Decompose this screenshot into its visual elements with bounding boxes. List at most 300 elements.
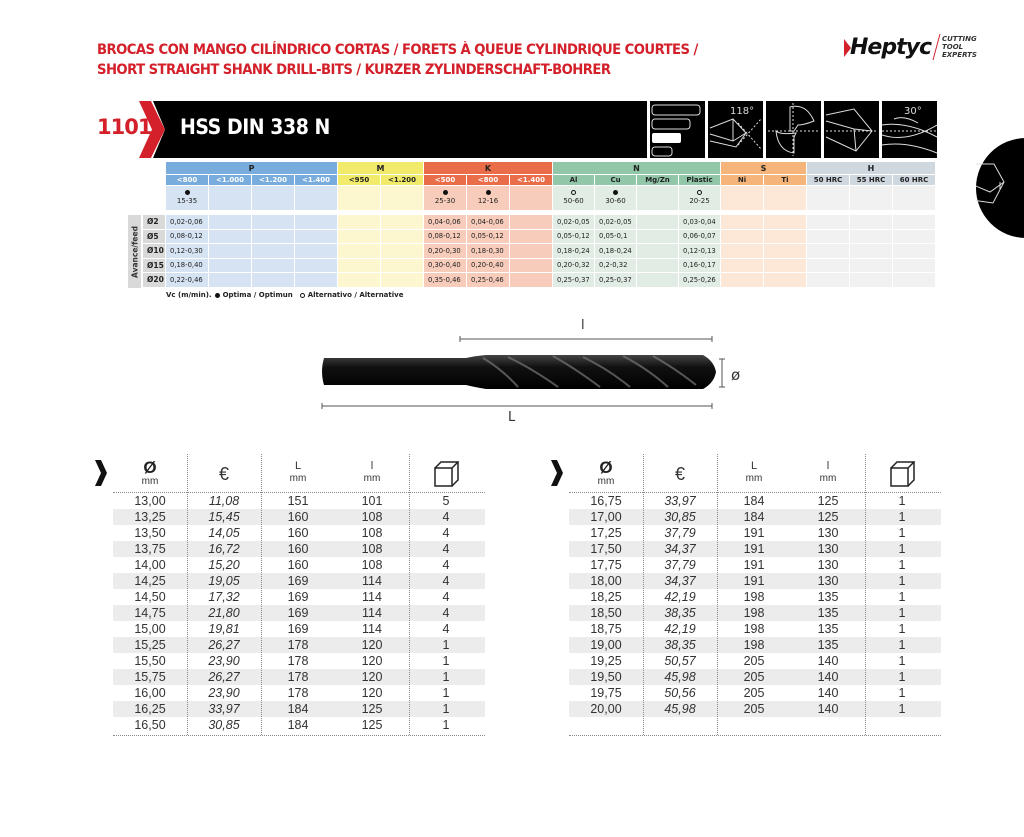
material-subgroup: 55 HRC <box>850 175 893 186</box>
feed-value <box>338 215 381 230</box>
feed-value <box>764 273 807 288</box>
flute-length-cell: 108 <box>361 542 383 556</box>
product-table-left <box>95 452 485 732</box>
flute-length-cell: 135 <box>817 638 839 652</box>
pack-qty-cell: 1 <box>442 686 450 700</box>
feed-value <box>807 230 850 245</box>
cutting-speed-cell <box>338 186 381 211</box>
vc-legend <box>166 291 403 299</box>
table-row[interactable] <box>569 589 941 605</box>
logo-tagline: CUTTING TOOL EXPERTS <box>941 35 977 59</box>
price-cell: 26,27 <box>208 638 240 652</box>
feed-value: 0,20-0,30 <box>424 244 467 259</box>
cutting-speed-cell <box>381 186 424 211</box>
feed-value <box>721 244 764 259</box>
feed-value: 0,22-0,46 <box>166 273 209 288</box>
total-length-cell: 205 <box>743 670 765 684</box>
table-row[interactable] <box>113 717 485 733</box>
feature-icons <box>636 101 937 158</box>
total-length-label: L <box>508 410 516 425</box>
table-row[interactable] <box>113 573 485 589</box>
flute-length-cell: 101 <box>361 494 383 508</box>
cutting-speed-cell <box>510 186 553 211</box>
feed-value: 0,20-0,40 <box>467 259 510 274</box>
pack-qty-cell: 1 <box>898 510 906 524</box>
table-row[interactable] <box>113 669 485 685</box>
cutting-speed-cell <box>637 186 679 211</box>
feed-value <box>764 230 807 245</box>
feed-value: 0,18-0,40 <box>166 259 209 274</box>
flute-length-cell: 140 <box>817 670 839 684</box>
feed-value <box>893 273 936 288</box>
feed-value <box>209 230 252 245</box>
feed-value <box>252 273 295 288</box>
cutting-speed-value: 30-60 <box>605 197 626 205</box>
pack-qty-cell: 1 <box>442 718 450 732</box>
price-cell: 30,85 <box>208 718 240 732</box>
page-title <box>97 40 698 80</box>
feed-value: 0,25-0,37 <box>553 273 595 288</box>
price-cell: 42,19 <box>664 622 696 636</box>
feed-row <box>143 259 936 274</box>
feed-value <box>764 259 807 274</box>
price-cell: 15,20 <box>208 558 240 572</box>
table-row[interactable] <box>569 541 941 557</box>
material-subgroup: <1.400 <box>510 175 553 186</box>
price-cell: 37,79 <box>664 558 696 572</box>
feed-value <box>637 273 679 288</box>
pack-qty-cell: 5 <box>442 494 450 508</box>
legend-prefix: Vc (m/min). <box>166 291 212 299</box>
diameter-cell: 19,00 <box>590 638 622 652</box>
table-row[interactable] <box>569 573 941 589</box>
feed-value <box>637 230 679 245</box>
feed-value <box>721 259 764 274</box>
chevron-icon <box>551 460 563 486</box>
feed-row <box>143 273 936 288</box>
feed-value <box>510 273 553 288</box>
table-row[interactable] <box>569 653 941 669</box>
flute-length-cell: 125 <box>817 494 839 508</box>
length-bars-icon <box>650 101 705 158</box>
material-subgroup: <1.000 <box>209 175 252 186</box>
material-group-s: S <box>721 162 807 175</box>
feed-value <box>510 230 553 245</box>
feed-value <box>295 230 338 245</box>
column-divider <box>865 454 866 735</box>
diameter-label: ø <box>731 366 741 384</box>
flute-length-cell: 120 <box>361 638 383 652</box>
material-subgroup: <800 <box>467 175 510 186</box>
total-length-cell: 169 <box>287 574 309 588</box>
feed-value <box>252 215 295 230</box>
table-row[interactable] <box>113 621 485 637</box>
flute-length-cell: 114 <box>362 622 382 636</box>
feed-value <box>850 244 893 259</box>
feed-value: 0,35-0,46 <box>424 273 467 288</box>
feed-value: 0,08-0,12 <box>166 230 209 245</box>
flute-length-cell: 114 <box>362 574 382 588</box>
feed-value <box>850 230 893 245</box>
table-row[interactable] <box>569 637 941 653</box>
table-row[interactable] <box>113 589 485 605</box>
feed-value: 0,25-0,37 <box>595 273 637 288</box>
table-row[interactable] <box>113 509 485 525</box>
pack-qty-cell: 4 <box>442 606 450 620</box>
pack-qty-cell: 1 <box>898 654 906 668</box>
feed-diameter: Ø15 <box>143 259 166 274</box>
table-row[interactable] <box>113 653 485 669</box>
flute-length-cell: 120 <box>361 654 383 668</box>
diameter-cell: 16,25 <box>134 702 166 716</box>
material-subgroup: 60 HRC <box>893 175 936 186</box>
diameter-cell: 18,50 <box>590 606 622 620</box>
flute-length-cell: 140 <box>817 702 839 716</box>
section-tab-drill-icon[interactable] <box>976 138 1024 238</box>
table-row[interactable] <box>113 605 485 621</box>
table-row[interactable] <box>569 493 941 509</box>
diameter-cell: 18,00 <box>590 574 622 588</box>
material-subgroup: <1.200 <box>252 175 295 186</box>
table-row[interactable] <box>569 605 941 621</box>
feed-value: 0,18-0,24 <box>595 244 637 259</box>
table-row[interactable] <box>113 701 485 717</box>
table-row[interactable] <box>569 669 941 685</box>
feed-row <box>143 215 936 230</box>
feed-value <box>893 244 936 259</box>
optimal-dot-icon <box>486 190 491 195</box>
table-row[interactable] <box>113 685 485 701</box>
total-length-cell: 160 <box>287 510 309 524</box>
total-length-cell: 178 <box>287 686 309 700</box>
box-icon <box>889 460 915 488</box>
diameter-cell: 20,00 <box>590 702 622 716</box>
table-row[interactable] <box>569 685 941 701</box>
material-subgroup: <800 <box>166 175 209 186</box>
price-cell: 30,85 <box>664 510 696 524</box>
table-row[interactable] <box>569 701 941 717</box>
title-line-2: SHORT STRAIGHT SHANK DRILL-BITS / KURZER ZYLINDERSCHAFT-BOHRER <box>97 62 611 78</box>
material-subgroup: Al <box>553 175 595 186</box>
alternative-ring-icon <box>697 190 702 195</box>
total-length-cell: 178 <box>287 670 309 684</box>
feed-value <box>295 215 338 230</box>
total-length-cell: 160 <box>287 542 309 556</box>
feed-value <box>209 259 252 274</box>
total-length-cell: 178 <box>287 654 309 668</box>
feed-value <box>721 273 764 288</box>
table-row[interactable] <box>569 557 941 573</box>
feed-value <box>252 230 295 245</box>
flute-length-cell: 125 <box>361 702 383 716</box>
drill-drawing <box>318 325 741 425</box>
feed-value <box>295 259 338 274</box>
feed-value <box>510 244 553 259</box>
feed-value <box>510 215 553 230</box>
price-cell: 42,19 <box>664 590 696 604</box>
drill-body <box>322 355 716 389</box>
flute-length-cell: 114 <box>362 590 382 604</box>
alternative-ring-icon <box>300 293 305 298</box>
total-length-cell: 205 <box>743 654 765 668</box>
feed-value: 0,03-0,04 <box>679 215 721 230</box>
table-footer-divider <box>113 735 485 736</box>
pack-qty-cell: 1 <box>898 558 906 572</box>
price-cell: 34,37 <box>664 574 696 588</box>
diameter-cell: 14,25 <box>134 574 166 588</box>
diameter-cell: 14,00 <box>134 558 166 572</box>
feed-value <box>295 273 338 288</box>
feed-value: 0,18-0,24 <box>553 244 595 259</box>
flute-length-cell: 135 <box>817 590 839 604</box>
optimal-dot-icon <box>443 190 448 195</box>
price-cell: 33,97 <box>664 494 696 508</box>
box-icon <box>433 460 459 488</box>
material-subgroup: Plastic <box>679 175 721 186</box>
table-row[interactable] <box>113 541 485 557</box>
feed-diameter: Ø20 <box>143 273 166 288</box>
cutting-speed-value: 25-30 <box>434 197 456 205</box>
optimal-dot-icon <box>185 190 190 195</box>
header-diameter: Ø mm <box>141 458 159 487</box>
cutting-speed-value: 15-35 <box>176 197 198 205</box>
diameter-cell: 17,75 <box>590 558 622 572</box>
pack-qty-cell: 1 <box>898 574 906 588</box>
total-length-cell: 198 <box>743 590 765 604</box>
optimal-dot-icon <box>613 190 618 195</box>
diameter-cell: 15,50 <box>134 654 166 668</box>
price-cell: 33,97 <box>208 702 240 716</box>
feed-value: 0,18-0,30 <box>467 244 510 259</box>
table-header <box>95 452 485 492</box>
product-name: HSS DIN 338 N <box>180 115 330 139</box>
pack-qty-cell: 4 <box>442 542 450 556</box>
feed-row <box>143 230 936 245</box>
price-cell: 26,27 <box>208 670 240 684</box>
total-length-cell: 169 <box>287 622 309 636</box>
flute-length-cell: 125 <box>361 718 383 732</box>
feed-value <box>338 230 381 245</box>
feed-value: 0,05-0,12 <box>553 230 595 245</box>
material-table <box>166 162 936 211</box>
pack-qty-cell: 1 <box>442 654 450 668</box>
flute-length-label: l <box>581 318 585 333</box>
diameter-cell: 15,00 <box>134 622 166 636</box>
feed-value <box>637 215 679 230</box>
pack-qty-cell: 1 <box>898 526 906 540</box>
feed-row <box>143 244 936 259</box>
price-cell: 16,72 <box>208 542 240 556</box>
feed-value <box>637 259 679 274</box>
feed-value <box>338 244 381 259</box>
pack-qty-cell: 4 <box>442 510 450 524</box>
column-divider <box>717 454 718 735</box>
price-cell: 17,32 <box>208 590 240 604</box>
price-cell: 50,57 <box>664 654 696 668</box>
feed-value <box>807 244 850 259</box>
flute-length-cell: 114 <box>362 606 382 620</box>
feed-value: 0,02-0,05 <box>553 215 595 230</box>
material-group-h: H <box>807 162 936 175</box>
cutting-speed-cell <box>252 186 295 211</box>
header-total-length: L mm <box>745 460 763 484</box>
flute-length-cell: 140 <box>817 686 839 700</box>
table-footer-divider <box>569 735 941 736</box>
product-code: 1101 <box>97 115 152 139</box>
feed-value <box>850 215 893 230</box>
feed-value <box>381 273 424 288</box>
material-group-n: N <box>553 162 721 175</box>
material-subgroup: Ni <box>721 175 764 186</box>
pack-qty-cell: 4 <box>442 590 450 604</box>
product-table-right <box>551 452 941 716</box>
cutting-speed-cell <box>893 186 936 211</box>
cutting-speed-cell <box>679 186 721 211</box>
diameter-cell: 18,75 <box>590 622 622 636</box>
material-subgroup: <1.400 <box>295 175 338 186</box>
feed-value: 0,04-0,06 <box>467 215 510 230</box>
total-length-cell: 198 <box>743 622 765 636</box>
feed-diameter: Ø10 <box>143 244 166 259</box>
helix-angle-icon <box>882 101 937 158</box>
pack-qty-cell: 1 <box>898 670 906 684</box>
pack-qty-cell: 1 <box>898 606 906 620</box>
price-cell: 15,45 <box>208 510 240 524</box>
table-row[interactable] <box>113 557 485 573</box>
alternative-ring-icon <box>571 190 576 195</box>
feed-value: 0,02-0,05 <box>595 215 637 230</box>
table-body <box>569 493 941 717</box>
total-length-cell: 198 <box>743 638 765 652</box>
price-cell: 45,98 <box>664 670 696 684</box>
diameter-cell: 19,25 <box>590 654 622 668</box>
feed-value <box>721 215 764 230</box>
helix-angle-label: 30° <box>904 106 922 117</box>
diameter-cell: 16,00 <box>134 686 166 700</box>
total-length-cell: 184 <box>287 718 309 732</box>
feed-value: 0,12-0,30 <box>166 244 209 259</box>
feed-value: 0,02-0,06 <box>166 215 209 230</box>
pack-qty-cell: 1 <box>898 542 906 556</box>
diameter-cell: 13,00 <box>134 494 166 508</box>
price-cell: 21,80 <box>208 606 240 620</box>
feed-value <box>295 244 338 259</box>
feed-value <box>637 244 679 259</box>
total-length-cell: 191 <box>743 526 765 540</box>
price-cell: 37,79 <box>664 526 696 540</box>
feed-value: 0,12-0,13 <box>679 244 721 259</box>
price-cell: 45,98 <box>664 702 696 716</box>
cutting-speed-cell <box>209 186 252 211</box>
flute-length-cell: 130 <box>817 574 839 588</box>
brand-logo <box>844 32 977 62</box>
price-cell: 14,05 <box>208 526 240 540</box>
legend-optimal: Optima / Optimun <box>222 291 293 299</box>
diameter-cell: 13,75 <box>134 542 166 556</box>
cutting-speed-value: 12-16 <box>477 197 499 205</box>
material-subgroup: <500 <box>424 175 467 186</box>
optimal-dot-icon <box>215 293 220 298</box>
material-subgroup: <950 <box>338 175 381 186</box>
pack-qty-cell: 4 <box>442 574 450 588</box>
material-subgroup: Mg/Zn <box>637 175 679 186</box>
pack-qty-cell: 1 <box>898 638 906 652</box>
price-cell: 23,90 <box>208 686 240 700</box>
table-row[interactable] <box>113 525 485 541</box>
logo-wordmark: Heptyc <box>844 35 931 60</box>
feed-value <box>252 244 295 259</box>
table-row[interactable] <box>113 637 485 653</box>
feed-value <box>807 273 850 288</box>
feed-value <box>510 259 553 274</box>
flute-length-cell: 140 <box>817 654 839 668</box>
header-price: € <box>218 464 229 484</box>
feed-value <box>381 259 424 274</box>
total-length-cell: 160 <box>287 526 309 540</box>
drill-tip-icon <box>824 101 879 158</box>
cutting-speed-cell <box>166 186 209 211</box>
flute-length-cell: 130 <box>817 526 839 540</box>
cutting-speed-cell <box>850 186 893 211</box>
price-cell: 34,37 <box>664 542 696 556</box>
cutting-speed-cell <box>553 186 595 211</box>
feed-value <box>721 230 764 245</box>
flute-length-cell: 108 <box>361 558 383 572</box>
feed-value: 0,04-0,06 <box>424 215 467 230</box>
header-pack <box>865 460 939 488</box>
pack-qty-cell: 1 <box>898 622 906 636</box>
feed-value <box>381 230 424 245</box>
feed-value: 0,08-0,12 <box>424 230 467 245</box>
diameter-cell: 16,75 <box>590 494 622 508</box>
diameter-cell: 19,50 <box>590 670 622 684</box>
pack-qty-cell: 4 <box>442 526 450 540</box>
table-row[interactable] <box>569 621 941 637</box>
total-length-cell: 184 <box>287 702 309 716</box>
column-divider <box>409 454 410 735</box>
pack-qty-cell: 1 <box>898 702 906 716</box>
feed-value: 0,05-0,12 <box>467 230 510 245</box>
feed-diameter: Ø2 <box>143 215 166 230</box>
table-row[interactable] <box>569 509 941 525</box>
total-length-cell: 151 <box>287 494 309 508</box>
flute-length-cell: 108 <box>361 510 383 524</box>
material-subgroup: Cu <box>595 175 637 186</box>
flute-length-cell: 135 <box>817 606 839 620</box>
cutting-speed-cell <box>721 186 764 211</box>
feed-value <box>381 215 424 230</box>
cutting-speed-cell <box>595 186 637 211</box>
legend-alternative: Alternativo / Alternative <box>307 291 404 299</box>
cutting-speed-cell <box>764 186 807 211</box>
feed-value <box>209 273 252 288</box>
price-cell: 23,90 <box>208 654 240 668</box>
feed-value <box>381 244 424 259</box>
point-angle-label: 118° <box>730 106 755 117</box>
material-subgroup: 50 HRC <box>807 175 850 186</box>
table-row[interactable] <box>113 493 485 509</box>
feed-value: 0,20-0,32 <box>553 259 595 274</box>
material-group-m: M <box>338 162 424 175</box>
table-row[interactable] <box>569 525 941 541</box>
pack-qty-cell: 1 <box>442 670 450 684</box>
price-cell: 50,56 <box>664 686 696 700</box>
cutting-speed-value: 50-60 <box>563 197 584 205</box>
feed-value <box>850 273 893 288</box>
material-group-k: K <box>424 162 553 175</box>
cutting-speed-cell <box>467 186 510 211</box>
feed-value <box>850 259 893 274</box>
